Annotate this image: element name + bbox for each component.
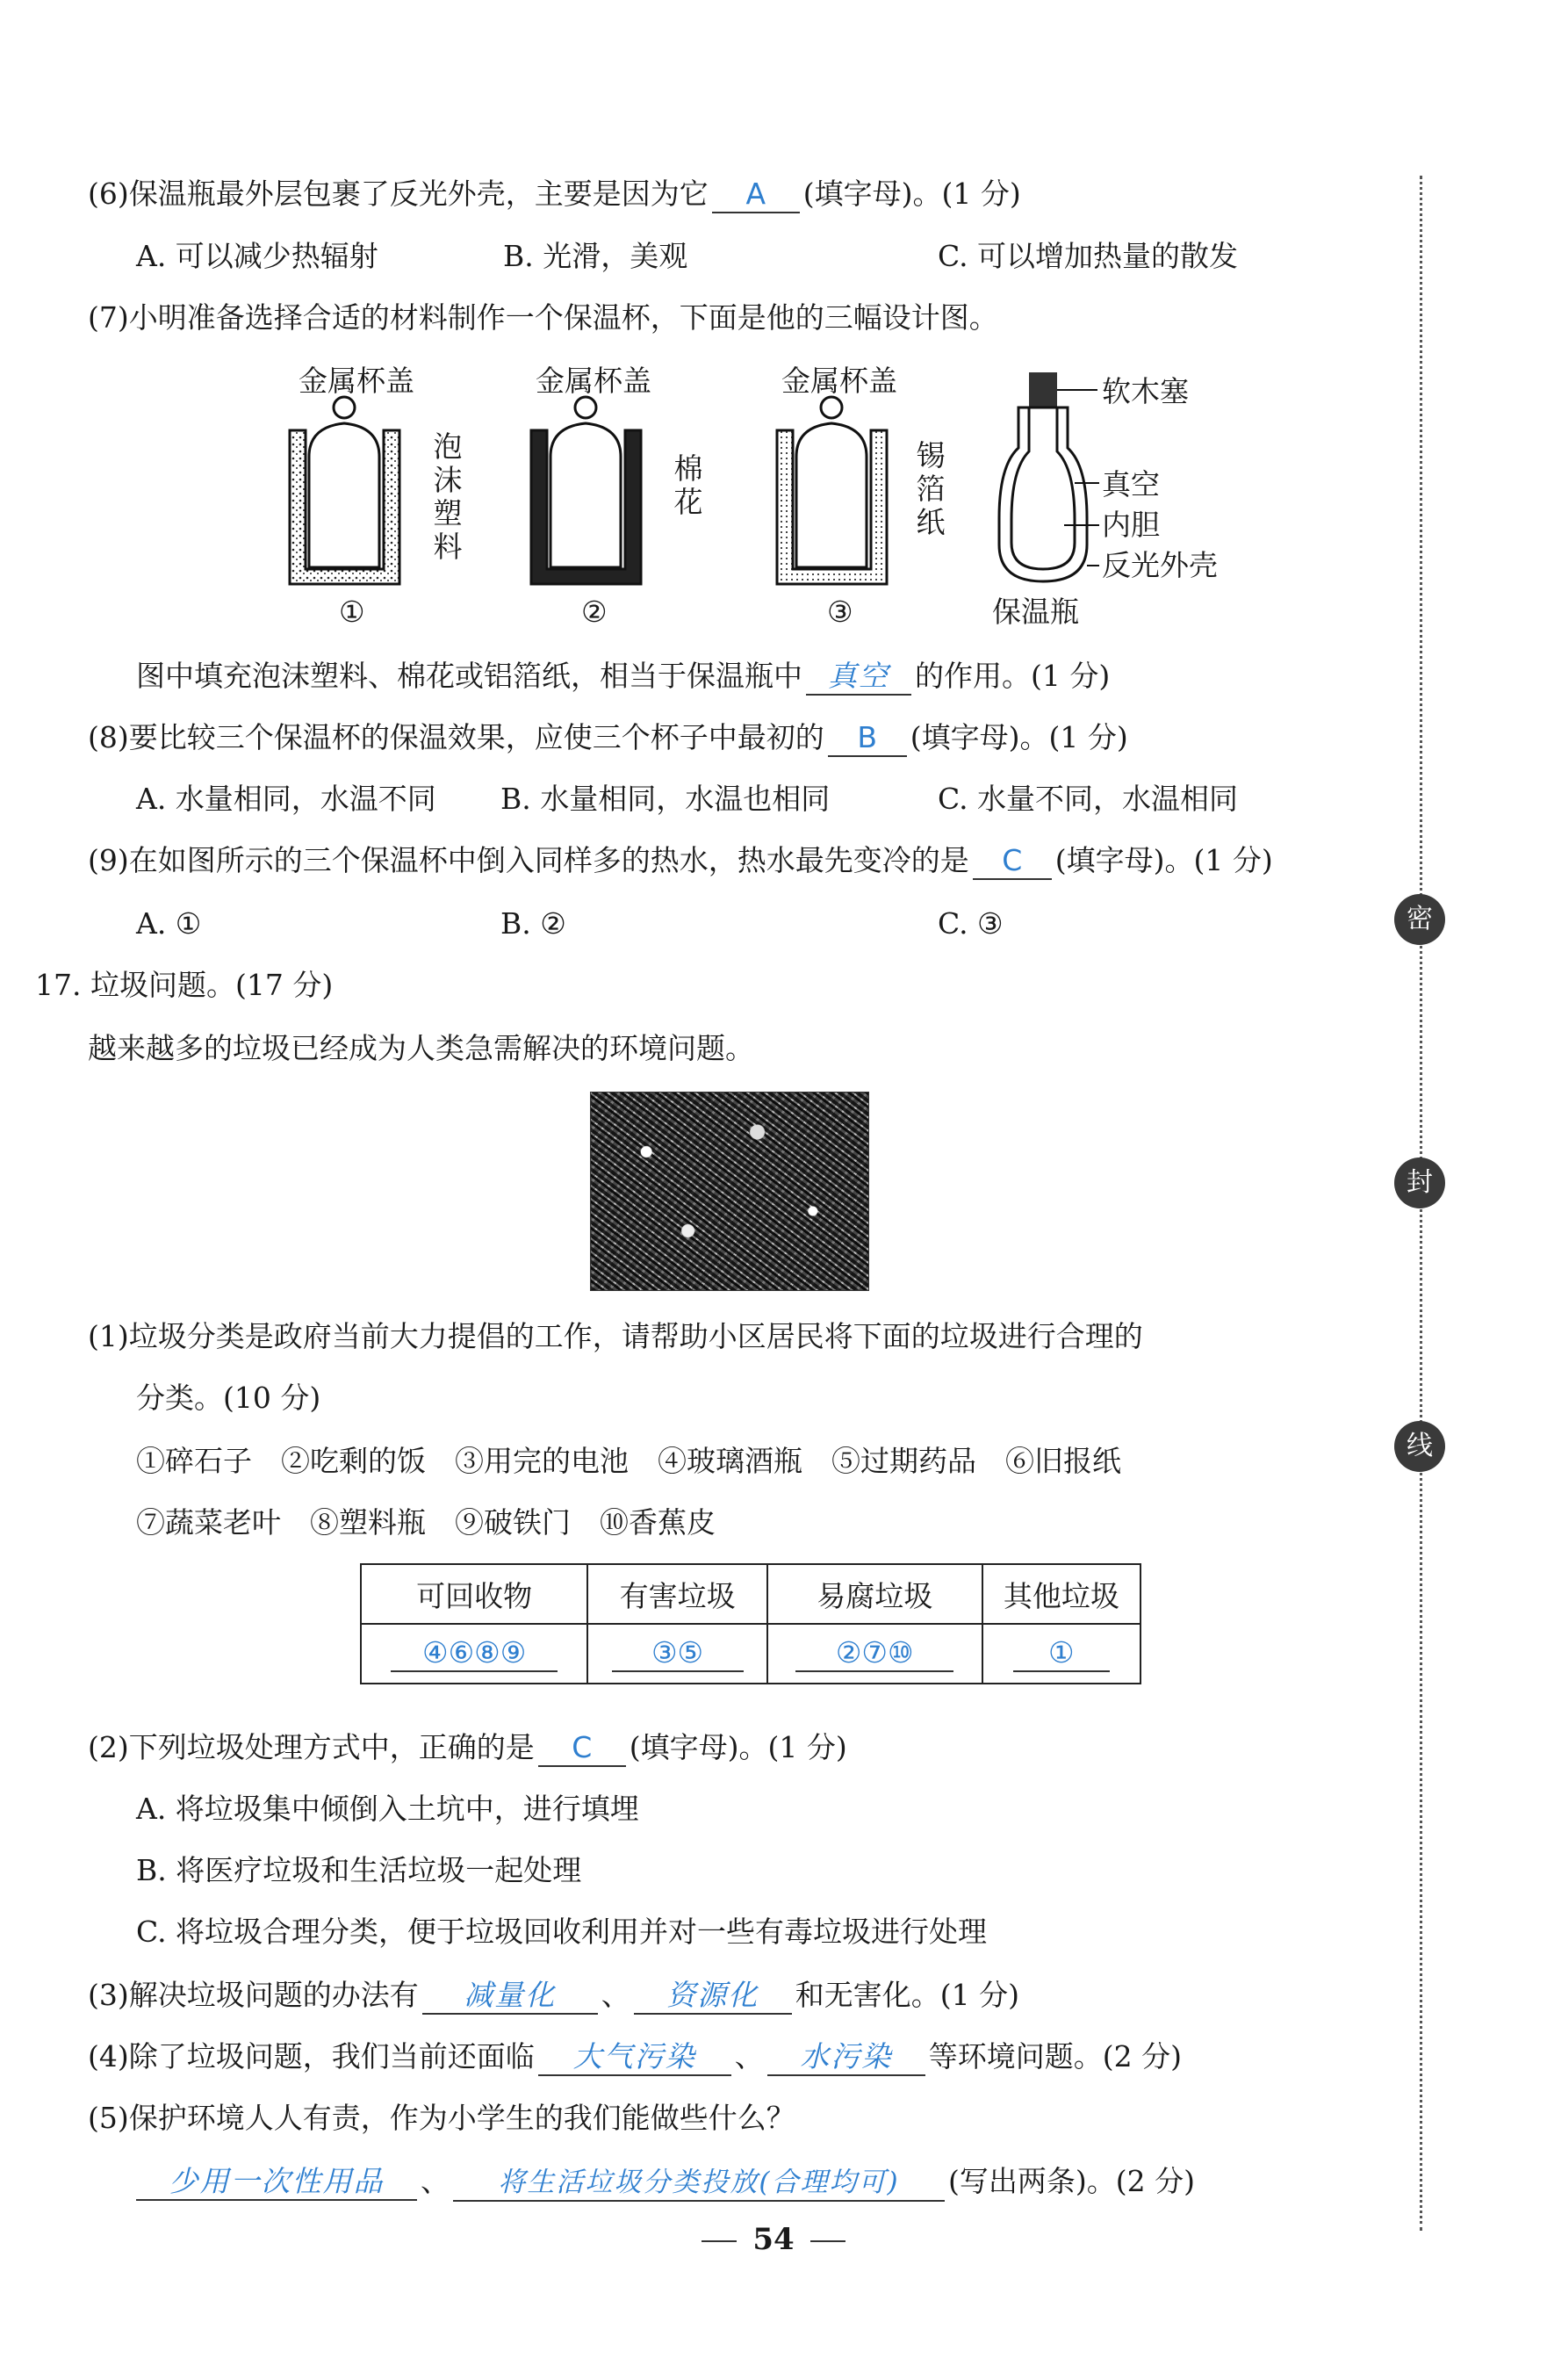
q17-p5-answer1: 少用一次性用品 [136,2164,417,2201]
q17-p3-answer2: 资源化 [634,1978,792,2015]
q6-option-a: A. 可以减少热辐射 [136,239,378,273]
q8-tail: (填字母)。(1 分) [910,720,1128,754]
q8-option-b: B. 水量相同，水温也相同 [500,782,831,816]
q17-p4-stem: (4)除了垃圾问题，我们当前还面临 [88,2039,535,2073]
answer-perishable: ②⑦⑩ [795,1635,953,1672]
q17-p2-option-b: B. 将医疗垃圾和生活垃圾一起处理 [136,1853,582,1887]
q17-p3-line [88,1976,1019,2015]
q6-option-b: B. 光滑，美观 [503,239,688,273]
flask-cork-label: 软木塞 [1102,374,1189,408]
q9-stem-line [88,841,1273,880]
seal-feng: 封 [1394,1158,1445,1208]
q9-stem: (9)在如图所示的三个保温杯中倒入同样多的热水，热水最先变冷的是 [88,843,969,877]
q17-p2-answer: C [538,1730,626,1767]
q17-p4-line [88,2037,1182,2076]
cup3-material-label: 锡箔纸 [916,438,946,539]
q7-stem: (7)小明准备选择合适的材料制作一个保温杯，下面是他的三幅设计图。 [88,300,998,335]
q17-p1-stem2: 分类。(10 分) [136,1381,321,1415]
q17-p1-stem1: (1)垃圾分类是政府当前大力提倡的工作，请帮助小区居民将下面的垃圾进行合理的 [88,1319,1143,1353]
header-recyclable: 可回收物 [361,1564,587,1624]
q6-stem-line [88,175,1021,213]
q17-p1-items2: ⑦蔬菜老叶 ⑧塑料瓶 ⑨破铁门 ⑩香蕉皮 [136,1505,716,1540]
q7-fill-answer: 真空 [806,659,911,696]
q8-option-a: A. 水量相同，水温不同 [136,782,436,816]
q8-stem-line [88,718,1128,757]
q7-fill-stem: 图中填充泡沫塑料、棉花或铝箔纸，相当于保温瓶中 [136,659,802,693]
cup2-lid-label: 金属杯盖 [536,364,651,398]
table-answer-row [361,1624,1140,1684]
q17-p2-stem: (2)下列垃圾处理方式中，正确的是 [88,1730,535,1764]
q17-title: 17. 垃圾问题。(17 分) [35,968,334,1002]
q17-p4-answer1: 大气污染 [538,2039,731,2076]
q8-stem: (8)要比较三个保温杯的保温效果，应使三个杯子中最初的 [88,720,824,754]
flask-label: 保温瓶 [992,595,1079,629]
q17-p3-answer1: 减量化 [422,1978,598,2015]
answer-hazardous: ③⑤ [612,1635,744,1672]
q6-option-c: C. 可以增加热量的散发 [938,239,1239,273]
cup3-diagram [777,397,887,584]
q17-p3-sep: 、 [601,1978,630,2012]
q9-option-a: A. ① [136,906,202,941]
q17-p5-answer-line [136,2162,1195,2202]
q9-option-c: C. ③ [938,906,1004,941]
cup1-diagram [290,397,399,584]
q17-p2-option-c: C. 将垃圾合理分类，便于垃圾回收利用并对一些有毒垃圾进行处理 [136,1915,988,1949]
cup1-lid-label: 金属杯盖 [299,364,414,398]
answer-other: ① [1013,1635,1110,1672]
seal-mi: 密 [1394,894,1445,945]
q9-answer: C [973,843,1052,880]
garbage-sort-table [360,1563,1141,1684]
flask-shell-label: 反光外壳 [1102,548,1218,582]
q7-fill-line [136,657,1110,696]
q17-p1-items1: ①碎石子 ②吃剩的饭 ③用完的电池 ④玻璃酒瓶 ⑤过期药品 ⑥旧报纸 [136,1444,1121,1478]
q17-p5-stem: (5)保护环境人人有责，作为小学生的我们能做些什么？ [88,2101,795,2135]
seal-xian: 线 [1394,1421,1445,1472]
q7-fill-tail: 的作用。(1 分) [915,659,1111,693]
q8-option-c: C. 水量不同，水温相同 [938,782,1239,816]
q6-tail: (填字母)。(1 分) [802,177,1021,211]
q17-p4-answer2: 水污染 [767,2039,925,2076]
q8-answer: B [828,720,907,757]
cup2-diagram [531,397,641,584]
cup1-number: ① [339,595,365,629]
table-header-row [361,1564,1140,1624]
q17-p2-stem-line [88,1728,847,1767]
cup2-material-label: 棉花 [673,451,703,519]
flask-diagram [999,372,1099,581]
q17-p2-option-a: A. 将垃圾集中倾倒入土坑中，进行填埋 [136,1792,639,1826]
cup2-number: ② [581,595,608,629]
page-dash-left [702,2240,737,2242]
flask-liner-label: 内胆 [1102,508,1160,542]
q17-p4-tail: 等环境问题。(2 分) [928,2039,1182,2073]
q17-intro: 越来越多的垃圾已经成为人类急需解决的环境问题。 [88,1031,754,1065]
answer-recyclable: ④⑥⑧⑨ [391,1635,558,1672]
q17-p3-stem: (3)解决垃圾问题的办法有 [88,1978,419,2012]
header-other: 其他垃圾 [982,1564,1140,1624]
cup3-lid-label: 金属杯盖 [781,364,897,398]
q9-option-b: B. ② [500,906,566,941]
q17-p2-tail: (填字母)。(1 分) [629,1730,847,1764]
header-perishable: 易腐垃圾 [767,1564,982,1624]
q6-stem: (6)保温瓶最外层包裹了反光外壳，主要是因为它 [88,177,709,211]
garbage-photo [590,1092,869,1291]
cup1-material-label: 泡沫塑料 [433,429,463,564]
q17-p5-sep: 、 [421,2164,450,2198]
header-hazardous: 有害垃圾 [587,1564,767,1624]
flask-vacuum-label: 真空 [1102,467,1160,501]
q9-tail: (填字母)。(1 分) [1054,843,1273,877]
q6-answer: A [712,177,800,213]
cup3-number: ③ [827,595,853,629]
q17-p5-answer2: 将生活垃圾分类投放(合理均可) [453,2165,945,2202]
page-number-row [0,2222,1547,2257]
q17-p3-tail: 和无害化。(1 分) [795,1978,1019,2012]
q17-p4-sep: 、 [734,2039,764,2073]
q17-p5-tail: (写出两条)。(2 分) [948,2164,1195,2198]
page-dash-right [810,2240,845,2242]
page-number: 54 [752,2222,795,2257]
